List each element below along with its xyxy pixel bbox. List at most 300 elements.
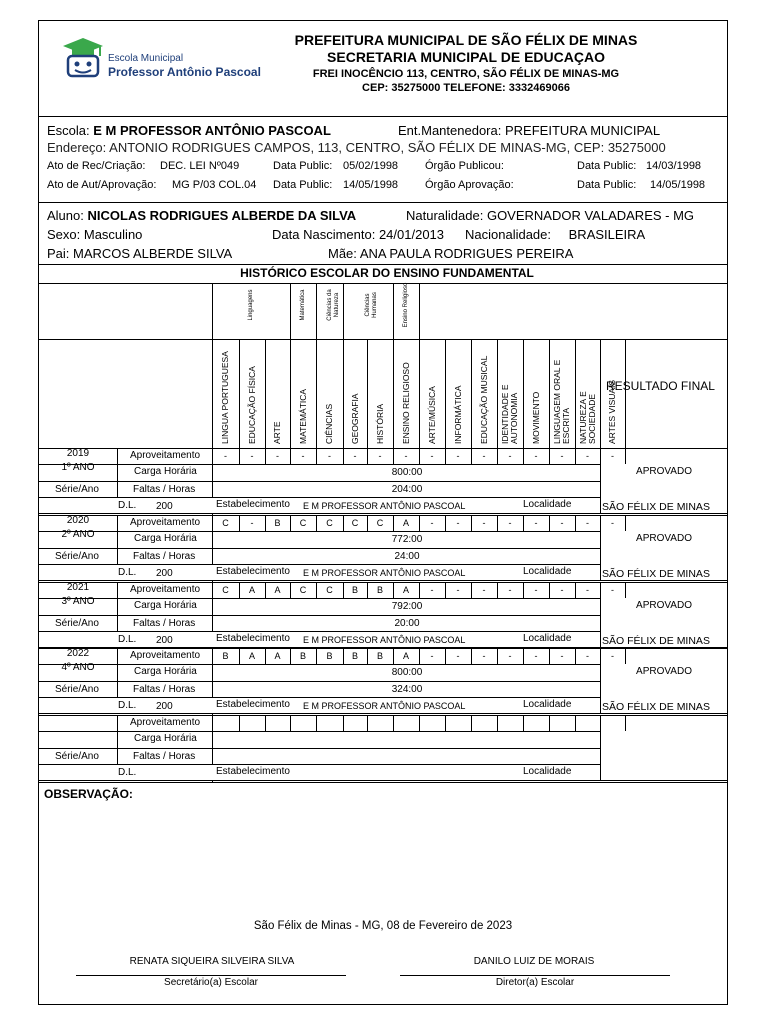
grid-line <box>117 582 118 631</box>
grid-line <box>239 515 240 531</box>
year-label: 2022 <box>66 648 90 659</box>
grid-line <box>38 531 600 532</box>
estabelecimento-value: E M PROFESSOR ANTÔNIO PASCOAL <box>303 568 466 578</box>
grade-mark: B <box>326 651 333 661</box>
grade-mark: - <box>611 451 614 461</box>
logo-line-2: Professor Antônio Pascoal <box>108 65 261 79</box>
grid-line <box>265 448 266 464</box>
grid-line <box>393 515 394 531</box>
grid-line <box>549 448 550 464</box>
grid-line <box>419 339 420 448</box>
grid-line <box>419 648 420 664</box>
header-line-4: CEP: 35275000 TELEFONE: 3332469066 <box>362 82 570 94</box>
grid-line <box>316 339 317 448</box>
mae-value: ANA PAULA RODRIGUES PEREIRA <box>359 246 574 261</box>
grid-line <box>549 648 550 664</box>
grade-mark: - <box>430 651 434 661</box>
grid-line <box>471 339 472 448</box>
grid-line <box>393 339 394 448</box>
grid-line <box>265 715 266 731</box>
grid-line <box>625 448 626 464</box>
label-serie-ano: Série/Ano <box>55 751 99 762</box>
divider <box>38 116 728 117</box>
graduation-cap-icon <box>60 36 106 80</box>
grid-line <box>212 448 213 497</box>
data-public-label-2: Data Public: <box>577 160 637 172</box>
subject-header-label: MOVIMENTO <box>530 391 541 444</box>
grid-line <box>38 464 600 465</box>
data-public-value-1: 05/02/1998 <box>343 160 399 172</box>
sexo-label: Sexo: <box>47 227 81 242</box>
nasc-label: Data Nascimento: <box>272 227 376 242</box>
observacao-label: OBSERVAÇÃO: <box>44 787 133 801</box>
grid-line <box>38 497 600 498</box>
grid-line <box>38 615 212 616</box>
grade-mark: B <box>351 651 359 661</box>
estabelecimento-value: E M PROFESSOR ANTÔNIO PASCOAL <box>303 635 466 645</box>
grid-line <box>239 582 240 598</box>
grade-mark: - <box>560 451 564 461</box>
grade-mark: C <box>299 518 307 528</box>
grade-mark: - <box>250 451 254 461</box>
ato-rec-label: Ato de Rec/Criação: <box>47 160 146 172</box>
grid-line <box>497 515 498 531</box>
grid-line <box>471 448 472 464</box>
grid-line <box>239 648 240 664</box>
mantenedora-row <box>398 124 660 137</box>
grid-line <box>212 715 213 764</box>
label-faltas-horas: Faltas / Horas <box>133 618 196 629</box>
sexo-row <box>47 228 142 241</box>
label-faltas-horas: Faltas / Horas <box>133 551 196 562</box>
grid-line <box>343 648 344 664</box>
label-estabelecimento: Estabelecimento <box>216 499 290 510</box>
grade-mark: - <box>430 451 434 461</box>
grid-line <box>393 715 394 731</box>
ato-rec-value: DEC. LEI Nº049 <box>160 160 240 172</box>
localidade-value: SÃO FÉLIX DE MINAS <box>602 635 710 647</box>
grade-mark: C <box>326 518 333 528</box>
resultado-final-header: RESULTADO FINAL <box>606 379 715 393</box>
grid-line <box>38 782 728 783</box>
dl-value: 200 <box>156 501 173 512</box>
area-header-label: Ciências Humanas <box>365 292 378 318</box>
endereco-row <box>47 141 666 154</box>
signature-2-role: Diretor(a) Escolar <box>495 977 575 988</box>
label-estabelecimento: Estabelecimento <box>216 766 290 777</box>
header-line-3: FREI INOCÊNCIO 113, CENTRO, SÃO FÉLIX DE MINAS-MG <box>312 68 620 80</box>
grid-line <box>471 648 472 664</box>
grid-line <box>419 715 420 731</box>
grid-line <box>575 582 576 598</box>
localidade-value: SÃO FÉLIX DE MINAS <box>602 501 710 513</box>
grid-line <box>212 481 600 482</box>
label-localidade: Localidade <box>523 633 572 644</box>
grid-line <box>497 582 498 598</box>
grid-line <box>600 339 601 448</box>
grid-line <box>419 448 420 464</box>
place-date: São Félix de Minas - MG, 08 de Fevereiro de 2023 <box>253 920 513 932</box>
grid-line <box>117 715 118 764</box>
grid-line <box>38 713 728 714</box>
aluno-value: NICOLAS RODRIGUES ALBERDE DA SILVA <box>87 208 357 223</box>
endereco-label: Endereço: <box>47 140 107 155</box>
grade-mark: - <box>508 451 512 461</box>
grid-line <box>38 481 212 482</box>
divider <box>38 264 728 265</box>
localidade-value: SÃO FÉLIX DE MINAS <box>602 701 710 713</box>
grade-mark: - <box>482 451 486 461</box>
grade-mark: A <box>402 585 410 595</box>
grid-line <box>575 715 576 731</box>
orgao-aprovacao-label: Órgão Aprovação: <box>425 179 514 191</box>
grid-line <box>265 339 266 448</box>
grade-mark: - <box>611 518 614 528</box>
grid-line <box>117 648 118 697</box>
grid-line <box>38 513 728 514</box>
grade-mark: - <box>534 651 538 661</box>
mae-label: Mãe: <box>328 246 357 261</box>
grid-line <box>38 780 728 781</box>
grade-mark: - <box>456 651 460 661</box>
label-aproveitamento: Aproveitamento <box>130 450 201 461</box>
grid-line <box>290 339 291 448</box>
data-public-value-3: 14/05/1998 <box>343 179 399 191</box>
grid-line <box>445 715 446 731</box>
grade-mark: A <box>248 651 256 661</box>
endereco-value: ANTONIO RODRIGUES CAMPOS, 113, CENTRO, SÃO FÉLIX DE MINAS-MG, CEP: 35275000 <box>109 140 666 155</box>
label-serie-ano: Série/Ano <box>55 684 99 695</box>
signature-1-role: Secretário(a) Escolar <box>164 977 258 988</box>
label-faltas-horas: Faltas / Horas <box>133 751 196 762</box>
grid-line <box>38 664 600 665</box>
grid-line <box>419 582 420 598</box>
grid-line <box>471 582 472 598</box>
label-localidade: Localidade <box>523 499 572 510</box>
grid-line <box>445 648 446 664</box>
grid-line <box>600 648 601 664</box>
label-aproveitamento: Aproveitamento <box>130 517 201 528</box>
grid-line <box>290 648 291 664</box>
grid-line <box>367 582 368 598</box>
year-label: 2020 <box>66 515 90 526</box>
year-label: 2019 <box>66 448 90 459</box>
signature-1-line <box>76 975 346 976</box>
grid-line <box>343 515 344 531</box>
subject-header-label: CIÊNCIAS <box>324 403 334 444</box>
dl-value: 200 <box>156 568 173 579</box>
grid-line <box>445 582 446 598</box>
grid-line <box>316 582 317 598</box>
result-value: APROVADO <box>636 600 692 611</box>
header-line-2: SECRETARIA MUNICIPAL DE EDUCAÇAO <box>327 49 605 65</box>
signature-2-line <box>400 975 670 976</box>
grade-mark: - <box>534 585 538 595</box>
area-header-label: Ensino Religioso <box>403 282 409 328</box>
nac-label: Nacionalidade: <box>465 227 552 242</box>
label-dl: D.L. <box>118 634 137 645</box>
grid-line <box>212 615 600 616</box>
ent-label: Ent.Mantenedora: <box>398 123 502 138</box>
signature-2-name: DANILO LUIZ DE MORAIS <box>473 956 595 967</box>
grade-mark: - <box>586 518 589 528</box>
grid-line <box>290 715 291 731</box>
subject-header-label: MATEMÁTICA <box>297 388 308 444</box>
grid-line <box>393 448 394 464</box>
grade-mark: B <box>376 585 384 595</box>
data-public-value-2: 14/03/1998 <box>646 160 702 172</box>
grid-line <box>343 715 344 731</box>
ato-aut-label: Ato de Aut/Aprovação: <box>47 179 157 191</box>
ato-aut-value: MG P/03 COL.04 <box>172 179 257 191</box>
grid-line <box>600 448 601 464</box>
grid-line <box>212 648 213 697</box>
grid-line <box>38 631 600 632</box>
grade-mark: B <box>376 651 384 661</box>
label-localidade: Localidade <box>523 766 572 777</box>
label-faltas-horas: Faltas / Horas <box>133 484 196 495</box>
grid-line <box>117 515 118 564</box>
grid-line <box>117 448 118 497</box>
grid-line <box>290 448 291 464</box>
grade-mark: - <box>586 451 589 461</box>
grid-line <box>575 448 576 464</box>
subject-header-label: NATUREZA E SOCIEDADE <box>577 391 597 444</box>
result-value: APROVADO <box>636 666 692 677</box>
dl-value: 200 <box>156 701 173 712</box>
label-localidade: Localidade <box>523 699 572 710</box>
grade-mark: A <box>402 651 410 661</box>
grid-line <box>419 283 420 339</box>
data-public-label-1: Data Public: <box>273 160 333 172</box>
grade-mark: - <box>456 451 460 461</box>
logo-line-1: Escola Municipal <box>108 53 184 64</box>
label-dl: D.L. <box>118 700 137 711</box>
grid-line <box>625 715 626 731</box>
label-localidade: Localidade <box>523 566 572 577</box>
grid-line <box>316 515 317 531</box>
signature-1-name: RENATA SIQUEIRA SILVEIRA SILVA <box>129 956 295 967</box>
label-aproveitamento: Aproveitamento <box>130 717 201 728</box>
naturalidade-row <box>406 209 694 222</box>
grid-line <box>343 448 344 464</box>
area-header-label: Linguagens <box>248 289 254 321</box>
grid-line <box>38 681 212 682</box>
divider <box>38 283 728 284</box>
pai-row <box>47 247 232 260</box>
grid-line <box>575 648 576 664</box>
faltas-value: 24:00 <box>394 551 420 562</box>
grade-mark: - <box>430 585 434 595</box>
grade-mark: C <box>376 518 384 528</box>
grid-line <box>600 715 601 731</box>
dl-value: 200 <box>156 635 173 646</box>
grid-line <box>343 339 344 448</box>
grid-line <box>471 515 472 531</box>
grid-line <box>575 515 576 531</box>
faltas-value: 20:00 <box>394 618 420 629</box>
grid-line <box>367 515 368 531</box>
escola-label: Escola: <box>47 123 90 138</box>
label-serie-ano: Série/Ano <box>55 618 99 629</box>
grade-mark: C <box>351 518 359 528</box>
grid-line <box>316 648 317 664</box>
faltas-value: 204:00 <box>391 484 423 495</box>
grid-line <box>367 448 368 464</box>
grid-line <box>265 582 266 598</box>
data-public-label-4: Data Public: <box>577 179 637 191</box>
carga-horaria-value: 800:00 <box>391 667 423 678</box>
grade-mark: - <box>224 451 227 461</box>
label-carga-horaria: Carga Horária <box>134 466 197 477</box>
grade-mark: B <box>222 651 229 661</box>
grade-mark: A <box>274 651 281 661</box>
aluno-label: Aluno: <box>47 208 84 223</box>
grid-line <box>625 515 626 531</box>
grade-mark: C <box>299 585 307 595</box>
grid-line <box>393 582 394 598</box>
subject-header-label: INFORMÁTICA <box>452 385 463 444</box>
grade-mark: - <box>560 651 564 661</box>
subject-header-label: ARTE <box>272 421 282 444</box>
grade-mark: C <box>326 585 333 595</box>
grid-line <box>625 339 626 448</box>
grid-line <box>343 582 344 598</box>
subject-header-label: EDUCAÇÃO FÍSICA <box>246 366 257 444</box>
escola-value: E M PROFESSOR ANTÔNIO PASCOAL <box>93 123 331 138</box>
grid-line <box>212 780 213 782</box>
grade-mark: B <box>299 651 307 661</box>
sexo-value: Masculino <box>83 227 143 242</box>
subject-header-label: ARTES VISUAIS <box>607 379 617 444</box>
mae-row <box>328 247 573 260</box>
divider <box>38 202 728 203</box>
grid-line <box>367 715 368 731</box>
nasc-value: 24/01/2013 <box>378 227 445 242</box>
data-public-label-3: Data Public: <box>273 179 333 191</box>
grid-line <box>265 648 266 664</box>
label-serie-ano: Série/Ano <box>55 551 99 562</box>
result-value: APROVADO <box>636 466 692 477</box>
grid-line <box>367 339 368 448</box>
grid-line <box>523 582 524 598</box>
carga-horaria-value: 772:00 <box>391 534 423 545</box>
carga-horaria-value: 792:00 <box>391 601 423 612</box>
label-carga-horaria: Carga Horária <box>134 666 197 677</box>
grid-line <box>497 648 498 664</box>
grid-line <box>38 764 600 765</box>
grid-line <box>343 283 344 339</box>
grade-mark: - <box>353 451 357 461</box>
grid-line <box>523 339 524 448</box>
grade-label: 3º ANO <box>61 596 95 607</box>
pai-label: Pai: <box>47 246 70 261</box>
carga-horaria-value: 800:00 <box>391 467 423 478</box>
grid-line <box>445 515 446 531</box>
grid-line <box>239 715 240 731</box>
grade-mark: - <box>250 518 254 528</box>
nac-value: BRASILEIRA <box>568 227 646 242</box>
grid-line <box>38 748 212 749</box>
label-aproveitamento: Aproveitamento <box>130 650 201 661</box>
subject-header-label: ENSINO RELIGIOSO <box>400 362 411 444</box>
grid-line <box>549 339 550 448</box>
grade-mark: B <box>274 518 281 528</box>
grade-mark: A <box>248 585 256 595</box>
grid-line <box>316 448 317 464</box>
label-faltas-horas: Faltas / Horas <box>133 684 196 695</box>
grid-line <box>549 515 550 531</box>
label-aproveitamento: Aproveitamento <box>130 584 201 595</box>
grid-line <box>445 448 446 464</box>
grade-mark: - <box>586 585 589 595</box>
area-header-label: Matemática <box>300 289 306 321</box>
grade-mark: - <box>508 518 512 528</box>
grade-mark: - <box>301 451 305 461</box>
grade-label: 1º ANO <box>61 462 95 473</box>
grid-line <box>316 715 317 731</box>
label-dl: D.L. <box>118 567 137 578</box>
grade-mark: - <box>611 651 614 661</box>
localidade-value: SÃO FÉLIX DE MINAS <box>602 568 710 580</box>
grid-line <box>549 582 550 598</box>
grade-mark: - <box>456 518 460 528</box>
grid-line <box>212 681 600 682</box>
grade-mark: - <box>534 451 538 461</box>
label-carga-horaria: Carga Horária <box>134 533 197 544</box>
grade-mark: - <box>328 451 331 461</box>
subject-header-label: HISTÓRIA <box>374 403 385 444</box>
faltas-value: 324:00 <box>391 684 423 695</box>
grade-mark: - <box>482 518 486 528</box>
escola-row <box>47 124 331 137</box>
grid-line <box>212 283 213 448</box>
grid-line <box>497 339 498 448</box>
grid-line <box>600 515 601 531</box>
grade-mark: - <box>456 585 460 595</box>
grid-line <box>625 648 626 664</box>
nat-label: Naturalidade: <box>406 208 484 223</box>
grid-line <box>38 548 212 549</box>
grid-line <box>523 648 524 664</box>
aluno-row <box>47 209 356 222</box>
school-logo <box>60 36 260 80</box>
grade-mark: B <box>351 585 359 595</box>
grade-mark: - <box>482 651 486 661</box>
ent-value: PREFEITURA MUNICIPAL <box>504 123 661 138</box>
grid-line <box>497 448 498 464</box>
grade-mark: - <box>378 451 382 461</box>
grid-line <box>290 283 291 339</box>
grid-line <box>239 339 240 448</box>
grid-line <box>212 548 600 549</box>
subject-header-label: LINGUAGEM ORAL E ESCRITA <box>552 359 571 444</box>
grid-line <box>600 582 601 598</box>
grade-mark: C <box>222 585 229 595</box>
grid-line <box>625 582 626 598</box>
subject-header-label: GEOGRAFIA <box>349 393 360 444</box>
grid-line <box>212 748 600 749</box>
grid-line <box>290 582 291 598</box>
data-public-value-4: 14/05/1998 <box>650 179 706 191</box>
grid-line <box>316 283 317 339</box>
grid-line <box>549 715 550 731</box>
grid-line <box>290 515 291 531</box>
grade-mark: A <box>402 518 410 528</box>
grid-line <box>445 339 446 448</box>
label-serie-ano: Série/Ano <box>55 484 99 495</box>
nacionalidade-row <box>465 228 645 241</box>
